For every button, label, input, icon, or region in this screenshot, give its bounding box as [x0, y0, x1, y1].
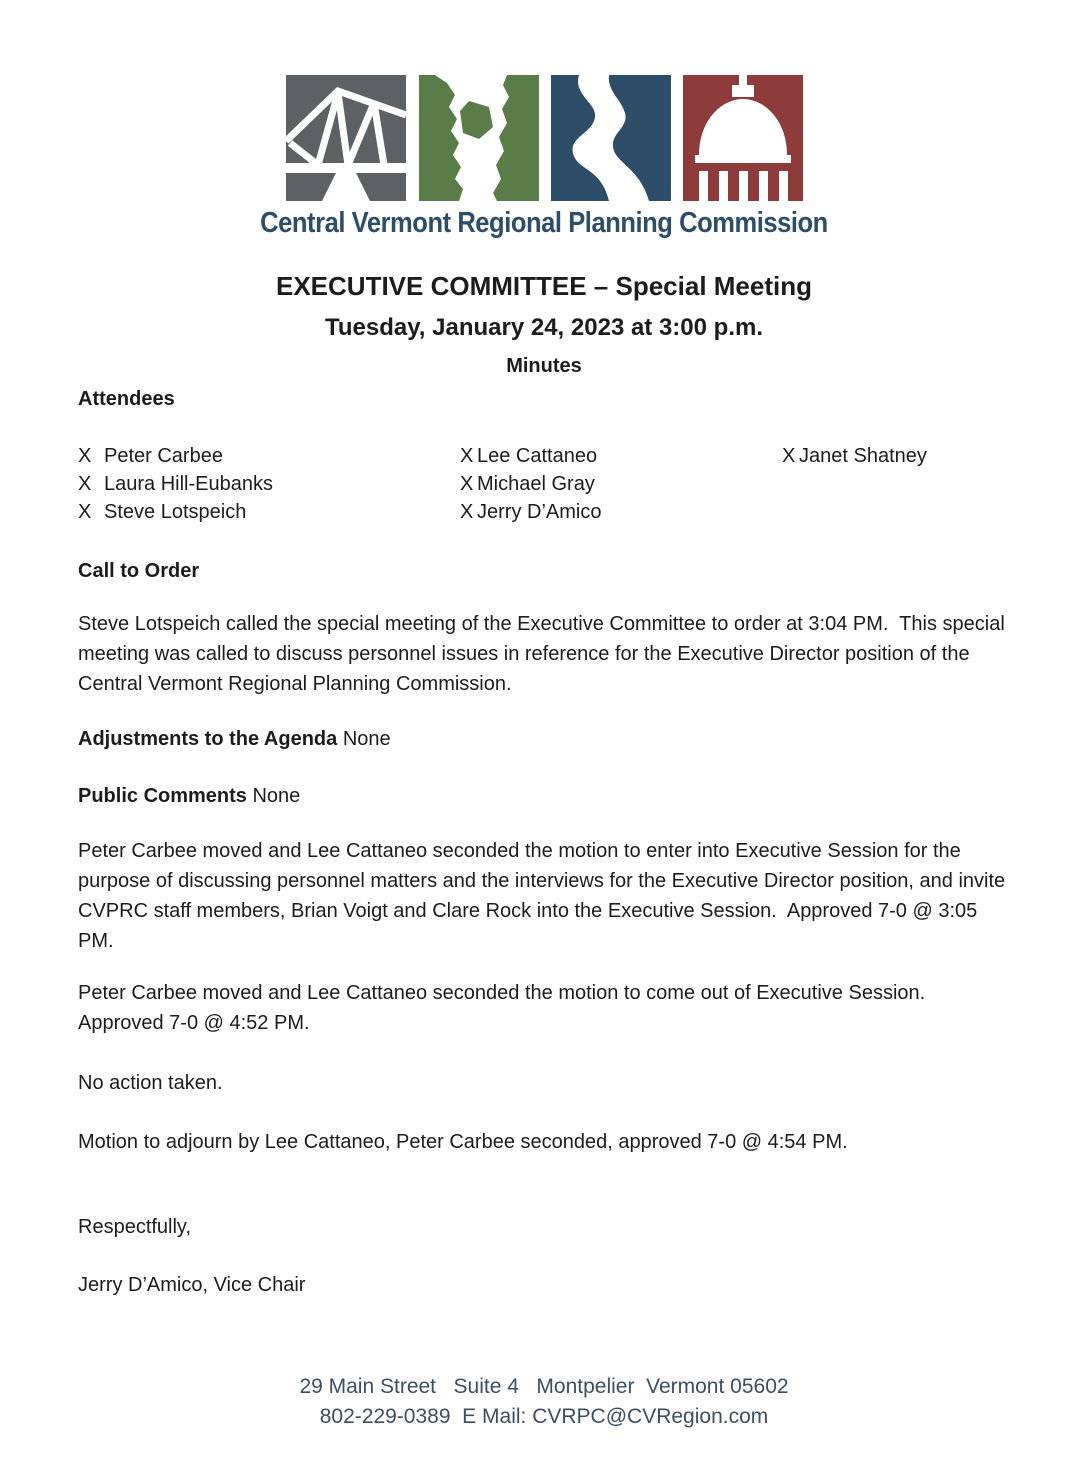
call-to-order-heading: Call to Order — [78, 560, 200, 582]
attendance-mark: X — [460, 473, 474, 495]
attendance-mark: X — [460, 445, 474, 467]
logo-panel-row — [0, 75, 1088, 201]
attendee-name: Steve Lotspeich — [104, 501, 247, 523]
call-to-order-paragraph: Steve Lotspeich called the special meeting of the Executive Committee to order at 3:04 PM. This special meeting was called to discuss personnel issues in reference for the Executive Director position of the Central Vermont Regional Planning Commission. — [78, 613, 1011, 695]
logo-wordmark: Central Vermont Regional Planning Commission — [260, 207, 828, 239]
footer-address: 29 Main Street Suite 4 Montpelier Vermont 05602 — [299, 1375, 789, 1398]
attendee-row — [78, 470, 460, 498]
adjourn-line: Motion to adjourn by Lee Cattaneo, Peter Carbee seconded, approved 7-0 @ 4:54 PM. — [78, 1131, 848, 1153]
attendee-name: Peter Carbee — [104, 445, 223, 467]
document-body — [78, 386, 1010, 1300]
vermont-state-map-icon — [419, 75, 539, 201]
attendance-mark: X — [460, 501, 474, 523]
attendee-name: Janet Shatney — [799, 445, 927, 467]
attendee-name: Laura Hill-Eubanks — [104, 473, 273, 495]
attendee-row — [460, 498, 782, 526]
winding-river-icon — [551, 75, 671, 201]
footer-contact: 802-229-0389 E Mail: CVRPC@CVRegion.com — [319, 1405, 769, 1428]
truss-bridge-icon — [285, 75, 407, 201]
attendee-name: Lee Cattaneo — [477, 445, 598, 467]
document-type-label: Minutes — [506, 355, 582, 377]
signature-line: Jerry D’Amico, Vice Chair — [78, 1274, 306, 1296]
document-footer — [0, 1372, 1088, 1432]
attendee-column-1 — [78, 442, 460, 526]
attendee-column-3 — [782, 442, 1010, 526]
attendee-row — [78, 442, 460, 470]
attendance-mark: X — [78, 501, 92, 523]
cvrpc-logo — [0, 75, 1088, 240]
title-block — [0, 270, 1088, 379]
capitol-dome-icon — [683, 75, 803, 201]
attendee-name: Jerry D’Amico — [477, 501, 602, 523]
public-comments-value: None — [246, 785, 301, 807]
motion-enter-executive-session: Peter Carbee moved and Lee Cattaneo seconded the motion to enter into Executive Session for the purpose of discussing personnel matters and the interviews for the Executive Director position, and invite CVPRC staff members, Brian Voigt and Clare Rock into the Executive Session. Approved 7-0 @ 3:05 PM. — [78, 840, 1011, 952]
document-title: EXECUTIVE COMMITTEE – Special Meeting — [276, 271, 812, 301]
adjustments-line — [78, 726, 1010, 752]
attendee-row — [782, 442, 1010, 470]
adjustments-value: None — [337, 728, 391, 750]
attendance-mark: X — [78, 445, 92, 467]
attendee-row — [460, 470, 782, 498]
closing-line: Respectfully, — [78, 1216, 192, 1238]
attendee-row — [78, 498, 460, 526]
public-comments-line — [78, 783, 1010, 809]
attendee-grid — [78, 442, 1010, 526]
no-action-line: No action taken. — [78, 1072, 223, 1094]
motion-exit-executive-session: Peter Carbee moved and Lee Cattaneo seconded the motion to come out of Executive Session. Approved 7-0 @ 4:52 PM. — [78, 982, 936, 1034]
minutes-document-page — [0, 75, 1088, 1483]
attendee-row — [460, 442, 782, 470]
meeting-datetime: Tuesday, January 24, 2023 at 3:00 p.m. — [325, 314, 763, 341]
attendee-column-2 — [460, 442, 782, 526]
adjustments-label: Adjustments to the Agenda — [78, 728, 338, 750]
attendance-mark: X — [78, 473, 92, 495]
attendees-heading: Attendees — [78, 388, 175, 410]
public-comments-label: Public Comments — [78, 785, 247, 807]
attendance-mark: X — [782, 445, 796, 467]
attendee-name: Michael Gray — [477, 473, 595, 495]
